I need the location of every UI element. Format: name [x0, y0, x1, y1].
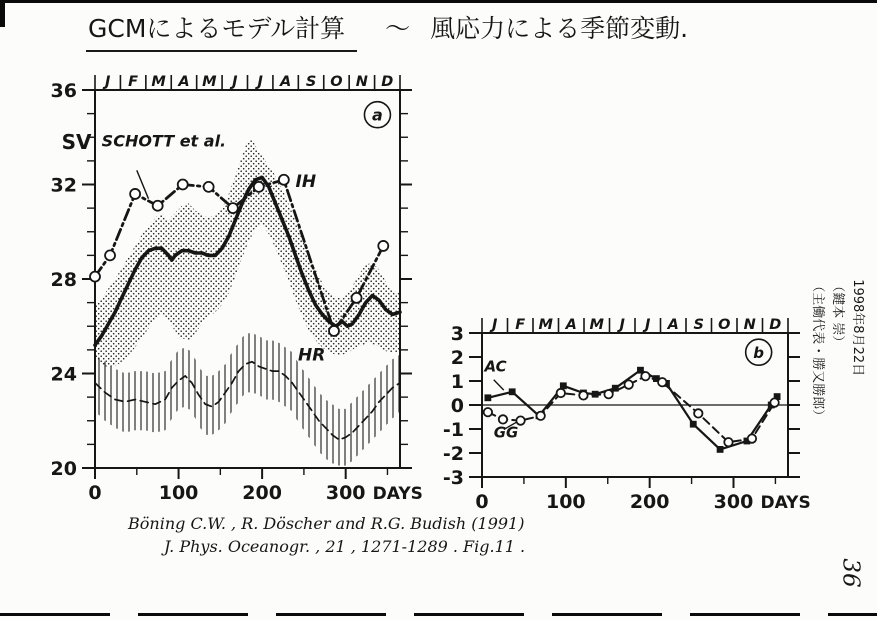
svg-text:-2: -2 — [442, 443, 464, 465]
series-ac — [484, 367, 780, 453]
svg-text:2: 2 — [450, 347, 464, 369]
svg-text:M: M — [538, 317, 553, 333]
handwritten-date-note — [807, 279, 867, 517]
label-sv — [62, 130, 92, 154]
svg-text:0: 0 — [88, 482, 102, 504]
svg-text:F: F — [128, 74, 139, 90]
citation-line1: Böning C.W. , R. Döscher and R.G. Budish (1991) — [128, 514, 525, 533]
label-a — [364, 102, 390, 128]
title-subtitle: 風応力による季節変動. — [430, 14, 689, 43]
svg-text:24: 24 — [50, 363, 77, 386]
svg-text:SCHOTT et al.: SCHOTT et al. — [101, 131, 227, 151]
svg-text:-3: -3 — [442, 467, 464, 489]
side-note-date: 1998年8月22日 — [850, 279, 866, 377]
svg-text:N: N — [355, 74, 368, 90]
svg-text:GG: GG — [493, 423, 519, 442]
svg-text:J: J — [105, 74, 111, 90]
svg-text:J: J — [645, 317, 651, 333]
svg-text:36: 36 — [50, 80, 77, 102]
page-number: 36 — [837, 558, 864, 588]
svg-text:20: 20 — [50, 458, 77, 480]
month-axis — [95, 74, 400, 90]
x-axis-ticks — [88, 468, 423, 504]
svg-text:0: 0 — [450, 395, 464, 417]
svg-text:J: J — [492, 317, 498, 333]
svg-text:-1: -1 — [442, 419, 464, 441]
chart-panel-a — [51, 74, 423, 504]
band-hr-hatch — [95, 333, 400, 465]
month-axis — [482, 317, 788, 333]
citation — [128, 512, 525, 558]
svg-text:F: F — [515, 317, 526, 333]
svg-text:100: 100 — [545, 491, 586, 513]
svg-text:200: 200 — [629, 491, 670, 513]
x-axis-unit-label: DAYS — [760, 493, 811, 513]
svg-text:28: 28 — [50, 269, 77, 291]
series-gg — [484, 372, 779, 446]
svg-text:32: 32 — [50, 174, 77, 197]
svg-text:3: 3 — [450, 323, 464, 345]
svg-text:AC: AC — [484, 357, 507, 376]
svg-text:a: a — [372, 105, 383, 125]
svg-text:M: M — [202, 74, 217, 90]
svg-text:J: J — [232, 74, 238, 90]
label-b — [746, 339, 772, 365]
svg-text:HR: HR — [298, 345, 326, 366]
side-note-name1: （鍵本 崇） — [830, 279, 846, 349]
band-ih-stipple — [95, 140, 400, 367]
svg-text:M: M — [589, 317, 604, 333]
svg-text:M: M — [151, 74, 166, 90]
label-gg — [494, 422, 519, 442]
svg-text:IH: IH — [295, 171, 317, 192]
handwritten-title — [86, 9, 688, 52]
svg-text:N: N — [743, 317, 756, 333]
svg-text:A: A — [178, 74, 190, 90]
svg-text:O: O — [718, 317, 731, 333]
svg-text:b: b — [753, 344, 765, 363]
x-axis-ticks — [475, 477, 810, 513]
label-hr — [298, 346, 325, 366]
svg-text:A: A — [565, 317, 577, 333]
side-note-name2: （主働代表・勝又勝郎） — [809, 279, 825, 423]
x-axis-unit-label: DAYS — [372, 484, 423, 504]
svg-text:J: J — [619, 317, 625, 333]
title-tilde: 〜 — [385, 14, 411, 43]
svg-text:S: S — [305, 74, 317, 90]
svg-text:1: 1 — [450, 371, 464, 393]
svg-text:300: 300 — [325, 482, 366, 504]
label-ih — [296, 172, 317, 192]
svg-text:100: 100 — [158, 482, 199, 504]
svg-text:0: 0 — [475, 491, 489, 513]
svg-text:O: O — [330, 74, 343, 90]
svg-text:D: D — [769, 317, 782, 333]
citation-line2: J. Phys. Oceanogr. , 21 , 1271-1289 . Fig.11 . — [164, 537, 526, 557]
title-main: GCMによるモデル計算 — [86, 9, 357, 52]
svg-text:200: 200 — [242, 482, 282, 504]
svg-text:A: A — [280, 74, 292, 90]
svg-text:D: D — [381, 74, 394, 90]
svg-text:S: S — [693, 317, 704, 333]
chart-panel-b — [443, 317, 811, 513]
svg-text:300: 300 — [713, 491, 754, 513]
svg-text:SV: SV — [61, 130, 92, 155]
svg-text:J: J — [257, 74, 263, 90]
label-ac — [484, 357, 507, 390]
svg-text:A: A — [667, 317, 679, 333]
